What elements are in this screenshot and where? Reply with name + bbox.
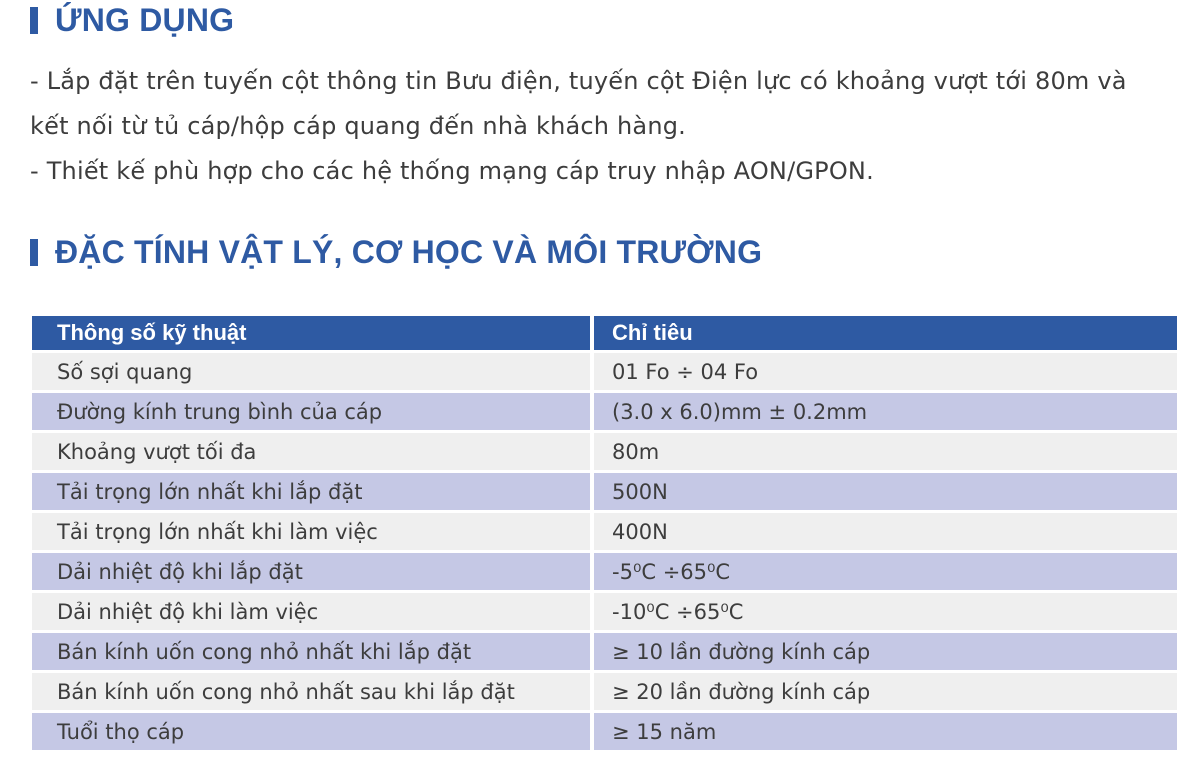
param-cell: Bán kính uốn cong nhỏ nhất khi lắp đặt <box>32 633 594 670</box>
table-row <box>32 513 1177 550</box>
param-cell: Đường kính trung bình của cáp <box>32 393 594 430</box>
param-cell: Tải trọng lớn nhất khi lắp đặt <box>32 473 594 510</box>
table-row <box>32 593 1177 630</box>
table-row <box>32 713 1177 750</box>
table-header-row <box>32 316 1177 350</box>
param-cell: Tuổi thọ cáp <box>32 713 594 750</box>
value-cell: 80m <box>594 433 1177 470</box>
specs-heading <box>30 234 762 271</box>
value-cell: (3.0 x 6.0)mm ± 0.2mm <box>594 393 1177 430</box>
specs-heading-text: ĐẶC TÍNH VẬT LÝ, CƠ HỌC VÀ MÔI TRƯỜNG <box>55 234 763 270</box>
applications-line: - Lắp đặt trên tuyến cột thông tin Bưu điện, tuyến cột Điện lực có khoảng vượt tới 80m và <box>30 67 1127 95</box>
applications-heading-text: ỨNG DỤNG <box>55 2 235 38</box>
value-cell: 500N <box>594 473 1177 510</box>
table-row <box>32 393 1177 430</box>
table-row <box>32 633 1177 670</box>
applications-line: kết nối từ tủ cáp/hộp cáp quang đến nhà khách hàng. <box>30 112 687 140</box>
heading-bar-decoration <box>30 7 38 34</box>
value-cell: -5⁰C ÷65⁰C <box>594 553 1177 590</box>
param-cell: Dải nhiệt độ khi lắp đặt <box>32 553 594 590</box>
param-cell: Khoảng vượt tối đa <box>32 433 594 470</box>
table-row <box>32 553 1177 590</box>
value-cell: ≥ 15 năm <box>594 713 1177 750</box>
applications-text <box>30 59 1180 194</box>
value-cell: 400N <box>594 513 1177 550</box>
value-cell: ≥ 10 lần đường kính cáp <box>594 633 1177 670</box>
column-header-value: Chỉ tiêu <box>594 316 1177 350</box>
value-cell: 01 Fo ÷ 04 Fo <box>594 353 1177 390</box>
value-cell: -10⁰C ÷65⁰C <box>594 593 1177 630</box>
value-cell: ≥ 20 lần đường kính cáp <box>594 673 1177 710</box>
applications-line: - Thiết kế phù hợp cho các hệ thống mạng cáp truy nhập AON/GPON. <box>30 157 874 185</box>
param-cell: Dải nhiệt độ khi làm việc <box>32 593 594 630</box>
param-cell: Tải trọng lớn nhất khi làm việc <box>32 513 594 550</box>
column-header-param: Thông số kỹ thuật <box>32 316 594 350</box>
param-cell: Số sợi quang <box>32 353 594 390</box>
heading-bar-decoration <box>30 239 38 266</box>
table-row <box>32 433 1177 470</box>
specs-table <box>32 313 1177 753</box>
table-row <box>32 673 1177 710</box>
param-cell: Bán kính uốn cong nhỏ nhất sau khi lắp đặt <box>32 673 594 710</box>
table-row <box>32 353 1177 390</box>
applications-heading <box>30 2 234 39</box>
table-row <box>32 473 1177 510</box>
